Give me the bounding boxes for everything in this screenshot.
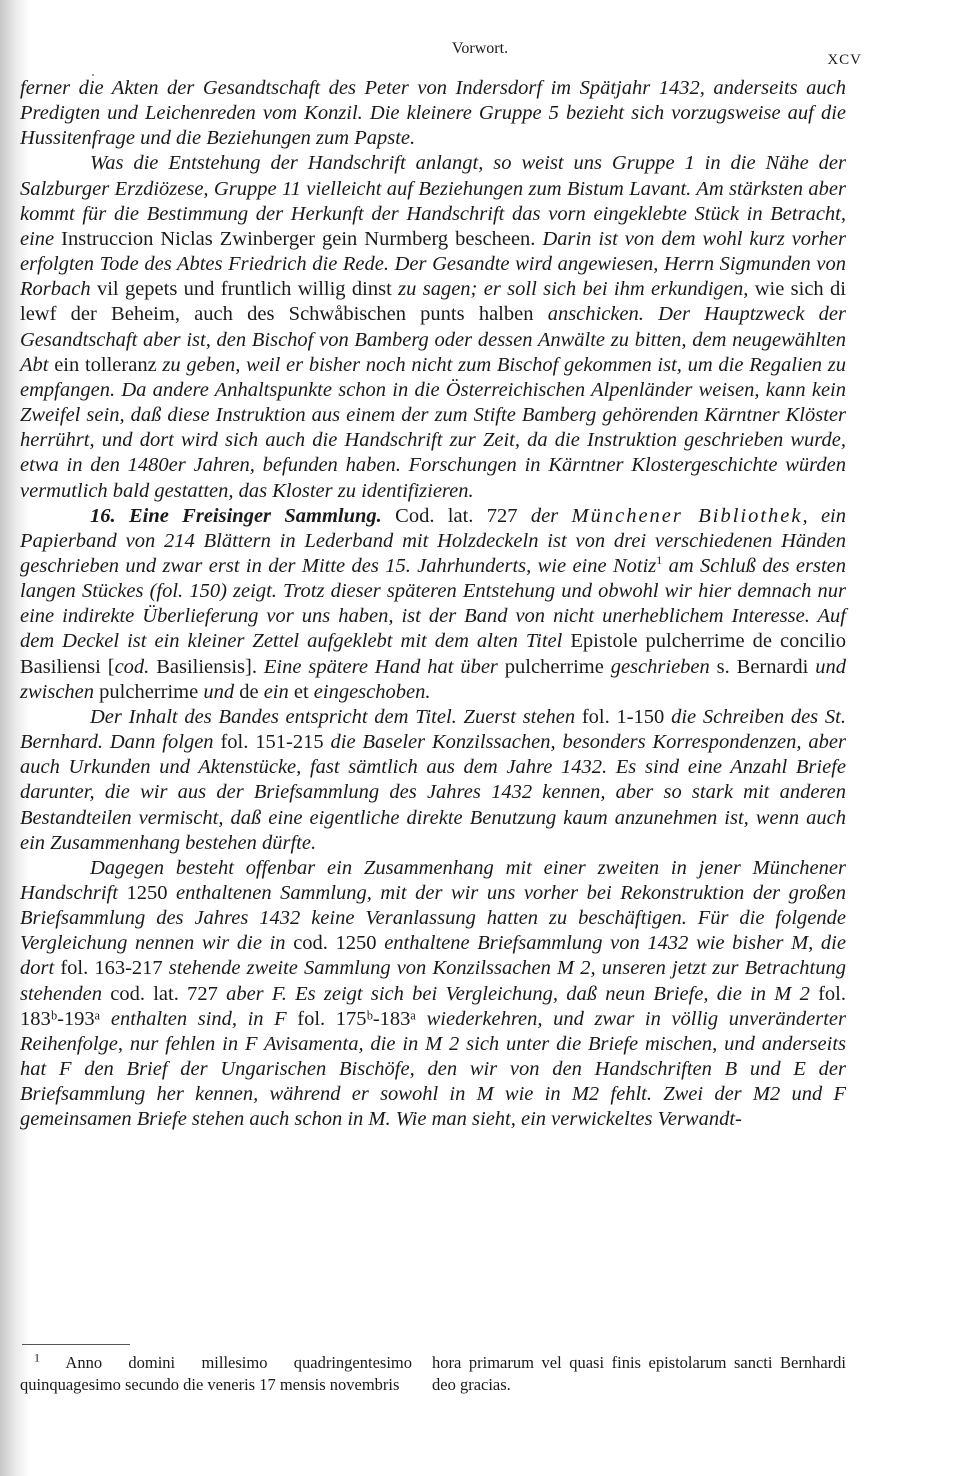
text-run: cod. 1250 (293, 932, 377, 955)
text-run: fol. 183ᵇ-193ᵃ (20, 982, 846, 1030)
text-run: aber F. Es zeigt sich bei Vergleichung, daß neun Briefe, die in M 2 (217, 982, 819, 1005)
text-run: zu geben, weil er bisher noch nicht zum Bischof gekommen ist, um die Regalien zu empfangen. Da andere Anhaltspunkte schon in die Österreichischen Alpenländer weisen, kann kein Zweifel sein, daß diese Instruktion aus einem der zum Stifte Bamberg gehörenden Kärntner Klöster herrührt, und dort wird sich auch die Handschrift zur Zeit, da die Instruktion geschrieben wurde, etwa in den 1480er Jahren, befunden haben. Forschungen in Kärntner Klostergeschichte würden vermutlich bald gestatten, das Kloster zu identifizieren. (20, 353, 846, 502)
paragraph (20, 705, 846, 856)
text-run: und (198, 680, 240, 703)
footnote-left-column (20, 1352, 412, 1396)
text-run: geschrieben (603, 655, 717, 678)
text-run: 16. Eine Freisinger Sammlung. (90, 504, 382, 527)
page-folio: XCV (827, 52, 862, 68)
text-run: cod. (114, 655, 150, 678)
text-run: am Schluß des ersten langen Stückes (fol. 150) zeigt. Trotz dieser späteren Entstehung und obwohl wir hier demnach nur eine indirekte Überlieferung vor uns haben, ist der Band von nicht unerheblichem Interesse. Auf dem Deckel ist ein kleiner Zettel aufgeklebt mit dem alten Titel (20, 554, 846, 653)
text-run: fol. 1-150 (581, 705, 665, 728)
text-run: ein (258, 680, 294, 703)
text-run: und zwischen (20, 655, 847, 703)
text-run: 1250 (126, 882, 168, 904)
text-run: fol. 163-217 (60, 957, 163, 980)
paragraph (20, 856, 846, 1133)
text-run: Münchener Bibliothek (571, 504, 803, 527)
text-run: zu sagen; er soll sich bei ihm erkundigen, (391, 278, 755, 301)
text-run: wiederkehren, und zwar in völlig unveränderter Reihenfolge, nur fehlen in F Avisamenta, die in M 2 sich unter die Briefe mischen, und anderseits hat F den Brief der Ungarischen Bischöfe, den wir von den Handschriften B und E der Briefsammlung her kennen, während er sowohl in M wie in M2 fehlt. Zwei der M2 und F gemeinsamen Briefe stehen auch schon in M. Wie man sieht, ein verwickeltes Verwandt- (20, 1007, 846, 1131)
text-run: Dagegen besteht offenbar ein Zusammenhang mit einer zweiten in jener Münchener Handschrift (20, 856, 846, 904)
text-run: fol. 175ᵇ-183ᵃ (297, 1007, 417, 1030)
text-run: de (239, 680, 259, 703)
text-run: anschicken. Der Hauptzweck der Gesandtschaft aber ist, den Bischof von Bamberg oder dessen Anwälte zu bitten, dem neugewählten Abt (20, 303, 846, 376)
footnote-rule (22, 1344, 130, 1345)
running-title: Vorwort. (451, 40, 509, 57)
main-text (20, 76, 846, 1133)
text-run: pulcherrime (99, 680, 199, 703)
text-run: pulcherrime (504, 655, 604, 678)
text-run: ferner die Akten der Gesandtschaft des Peter von Indersdorf im Spätjahr 1432, anderseits auch Predigten und Leichenreden vom Konzil. Die kleinere Gruppe 5 bezieht sich vorzugsweise auf die Hussitenfrage und die Beziehungen zum Papste. (20, 77, 846, 150)
text-run: Darin ist von dem wohl kurz vorher erfolgten Tode des Abtes Friedrich die Rede. Der Gesandte wird angewiesen, Herrn Sigmunden von Rorbach (20, 227, 846, 301)
text-run: die Baseler Konzilssachen, besonders Korrespondenzen, aber auch Urkunden und Aktenstücke, fast sämtlich aus dem Jahre 1432. Es sind eine Anzahl Briefe darunter, die wir aus der Briefsammlung des Jahres 1432 kennen, aber so stark mit anderen Bestandteilen vermischt, daß eine eigentliche direkte Benutzung kaum anzunehmen ist, wenn auch ein Zusammenhang bestehen dürfte. (20, 731, 846, 854)
text-run: vil gepets und fruntlich willig dinst (96, 278, 392, 301)
text-run: Instruccion Niclas Zwinberger gein Nurmberg bescheen. (61, 227, 536, 250)
text-run: cod. lat. 727 (110, 982, 218, 1005)
text-run: enthaltene Briefsammlung von 1432 wie bisher M, die dort (20, 932, 846, 980)
text-run: wie sich di lewf der Beheim, auch des Schwåbischen punts halben (20, 278, 846, 326)
text-run: enthalten sind, in F (100, 1007, 298, 1030)
text-run: enthaltenen Sammlung, mit der wir uns vorher bei Rekonstruktion der großen Briefsammlung des Jahres 1432 keine Veranlassung hatten zu beschäftigen. Für die folgende Vergleichung nennen wir die in (20, 882, 846, 955)
text-run: stehende zweite Sammlung von Konzilssachen M 2, unseren jetzt zur Betrachtung stehenden (20, 957, 846, 1005)
paragraph (20, 76, 846, 151)
text-run: s. Bernardi (716, 655, 809, 678)
text-run: eingeschoben. (308, 680, 431, 703)
text-run: , ein Papierband von 214 Blättern in Lederband mit Holzdeckeln ist von drei verschiedenen Händen geschrieben und zwar erst in der Mitte des 15. Jahrhunderts, wie eine Notiz (20, 504, 846, 577)
running-header (20, 36, 940, 68)
text-run: fol. 151-215 (220, 731, 324, 754)
text-run: Basiliensis]. (149, 655, 257, 678)
text-run: et (293, 680, 309, 703)
footnote-ref: 1 (656, 553, 663, 568)
text-run: die Schreiben des St. Bernhard. Dann folgen (20, 705, 846, 754)
text-run: Epistole pulcherrime de concilio Basiliensi [ (20, 630, 846, 678)
text-run: Der Inhalt des Bandes entspricht dem Titel. Zuerst stehen (90, 705, 582, 728)
footnote-text-left: Anno domini millesimo quadringentesimo quinquagesimo secundo die veneris 17 mensis novembris (20, 1353, 412, 1394)
footnote-marker: 1 (34, 1350, 40, 1365)
footnote-right-column (432, 1352, 846, 1396)
paragraph (20, 151, 846, 503)
text-run: ein tolleranz (54, 353, 157, 376)
text-run: Eine spätere Hand hat über (257, 655, 505, 678)
paragraph (20, 504, 846, 705)
footnote-text-right: hora primarum vel quasi finis epistolarum sancti Bernhardi deo gracias. (432, 1353, 846, 1394)
text-run: der (517, 504, 572, 527)
text-run: Was die Entstehung der Handschrift anlangt, so weist uns Gruppe 1 in die Nähe der Salzburger Erzdiözese, Gruppe 11 vielleicht auf Beziehungen zum Bistum Lavant. Am stärksten aber kommt für die Bestimmung der Herkunft der Handschrift das vorn eingeklebte Stück in Betracht, eine (20, 152, 846, 250)
text-run: Cod. lat. 727 (381, 504, 518, 527)
